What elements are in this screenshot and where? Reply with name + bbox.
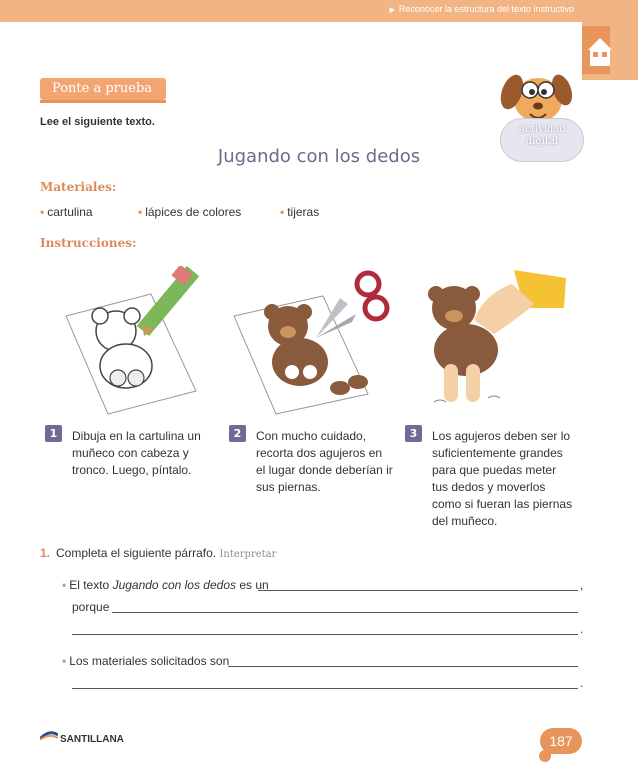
breadcrumb: ▶ Reconocer la estructura del texto instructivo <box>390 4 574 14</box>
cutting-illustration <box>228 266 393 416</box>
step-number: 2 <box>229 425 246 442</box>
comma: , <box>580 578 584 592</box>
step-text: Dibuja en la cartulina un muñeco con cabeza y tronco. Luego, píntalo. <box>72 429 201 477</box>
material-item: • cartulina <box>40 205 93 219</box>
tag-underline <box>40 100 166 103</box>
page-title: Jugando con los dedos <box>217 146 421 167</box>
house-icon <box>588 38 612 68</box>
step-text: Los agujeros deben ser lo suficientemente grandes para que puedas meter tus dedos y moverlos como si fueran las piernas del muñeco. <box>432 429 573 528</box>
materials-label: Materiales: <box>40 180 117 194</box>
page-dot <box>539 750 551 762</box>
answer-line[interactable] <box>72 634 578 635</box>
material-item: • lápices de colores <box>138 205 242 219</box>
skill-tag: Interpretar <box>219 549 277 560</box>
lead-text: Lee el siguiente texto. <box>40 116 155 128</box>
answer-row-1: • El texto Jugando con los dedos es un <box>62 578 269 592</box>
question-heading: 1. Completa el siguiente párrafo. Interpretar <box>40 546 277 560</box>
answer-row-2: • Los materiales solicitados son <box>62 654 230 668</box>
santillana-logo-icon <box>40 731 58 740</box>
period: . <box>580 676 584 690</box>
answer-line[interactable] <box>112 612 578 613</box>
drawing-illustration <box>56 266 206 416</box>
step-text: Con mucho cuidado, recorta dos agujeros en el lugar donde deberían ir sus piernas. <box>256 429 393 494</box>
period: . <box>580 622 584 636</box>
page-number: 187 <box>540 728 582 754</box>
finger-puppet-illustration <box>414 264 574 416</box>
answer-line[interactable] <box>228 666 578 667</box>
porque-label: porque <box>72 600 110 614</box>
material-item: • tijeras <box>280 205 320 219</box>
answer-line[interactable] <box>258 590 578 591</box>
brand-name: SANTILLANA <box>60 734 124 745</box>
step-number: 3 <box>405 425 422 442</box>
answer-line[interactable] <box>72 688 578 689</box>
digital-activity-badge[interactable]: Actividad digital <box>518 124 566 147</box>
step-number: 1 <box>45 425 62 442</box>
section-tag: Ponte a prueba <box>40 78 166 100</box>
instructions-label: Instrucciones: <box>40 236 137 250</box>
